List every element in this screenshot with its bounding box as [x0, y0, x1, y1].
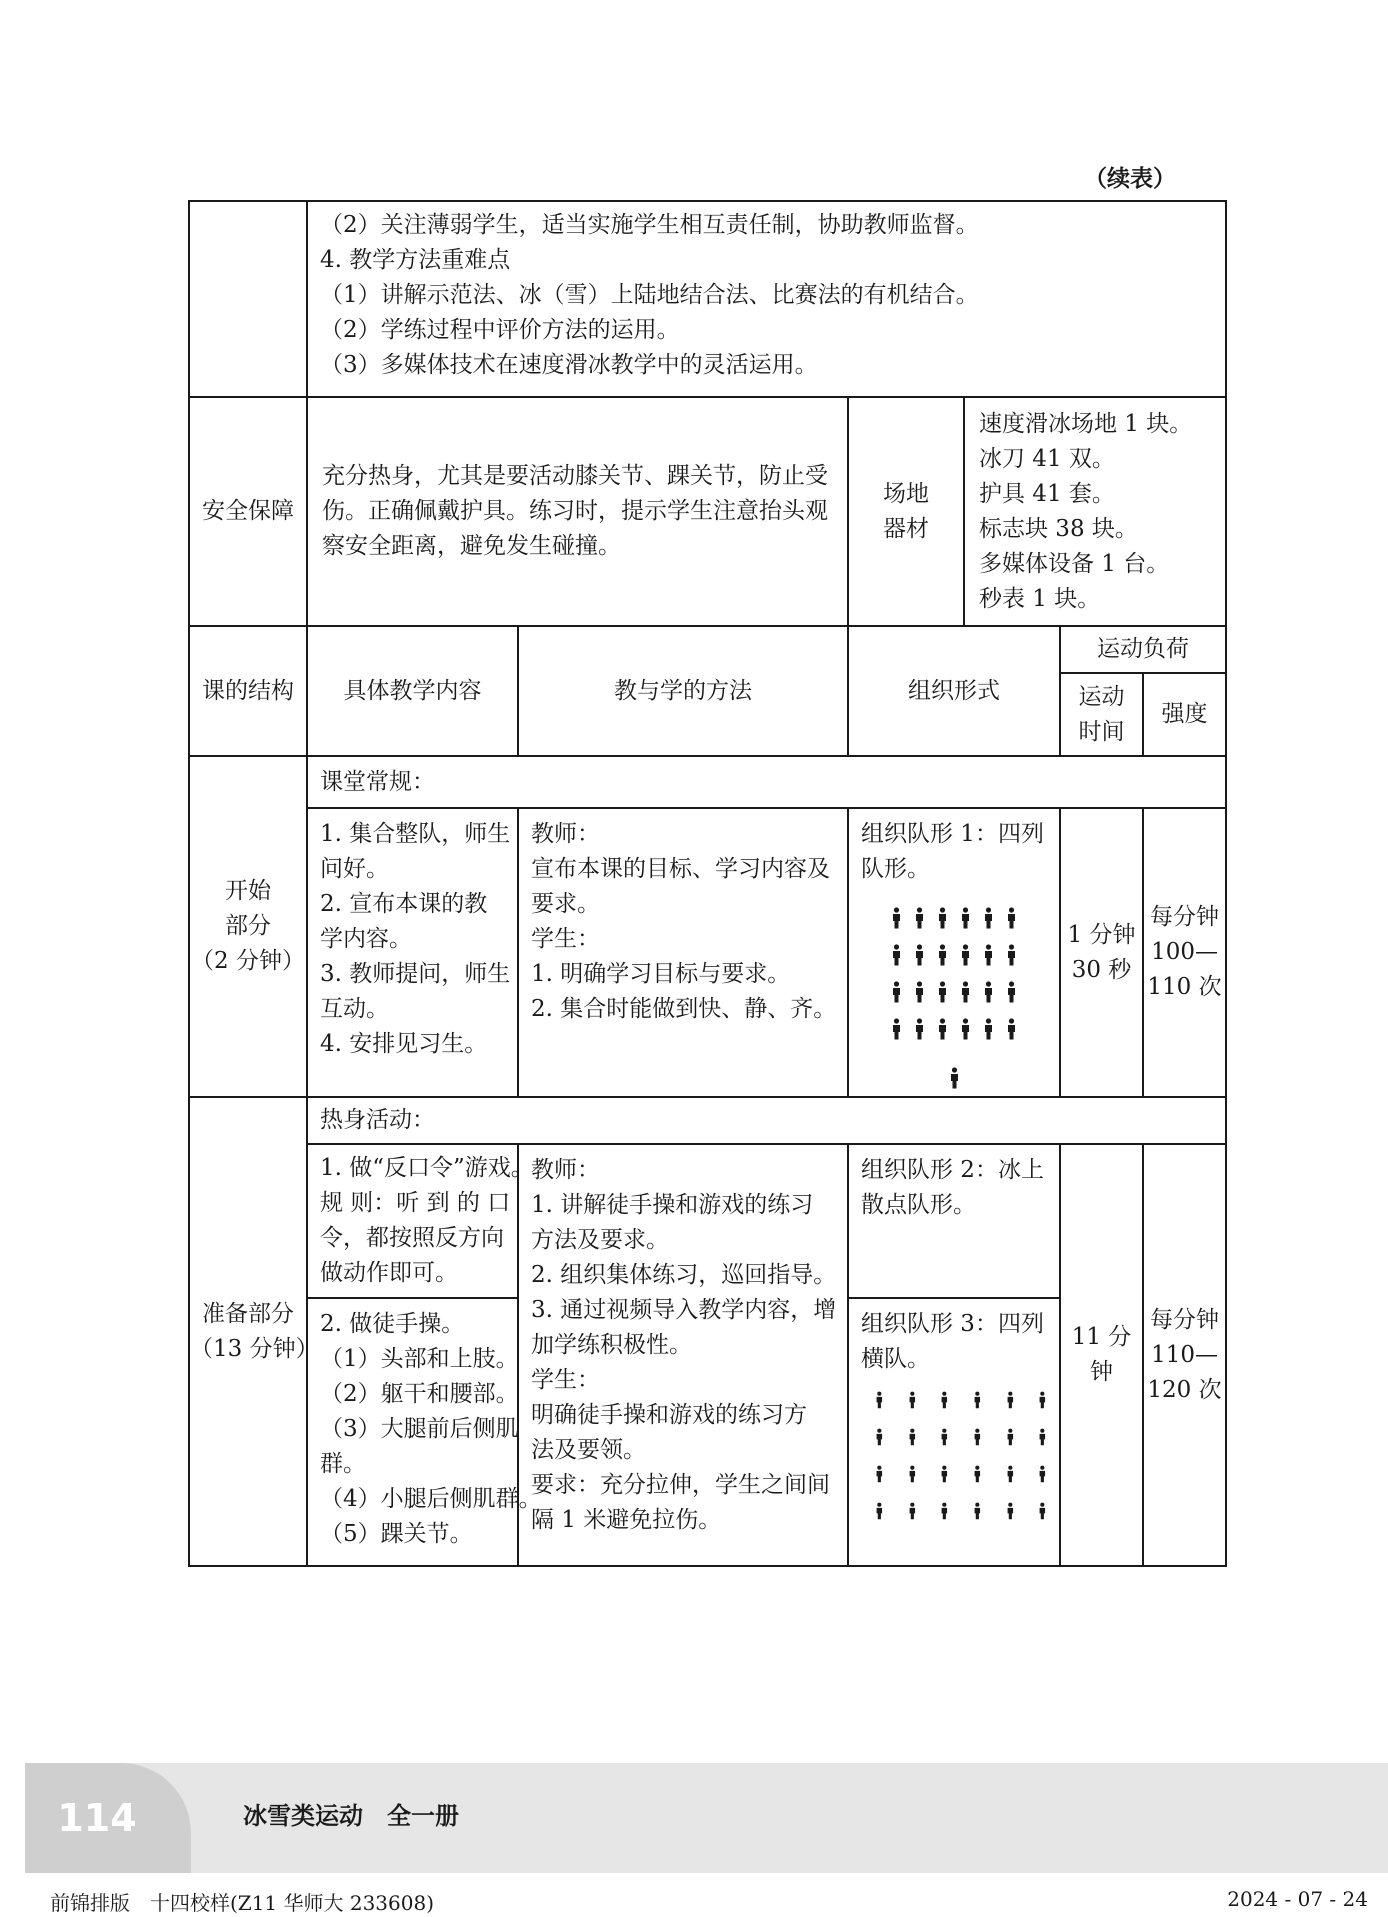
student-icon: [983, 944, 994, 966]
header-structure: 课的结构: [189, 626, 307, 756]
student-icon: [973, 1426, 982, 1448]
start-subheading: 课堂常规：: [307, 756, 1226, 808]
student-icon: [908, 1389, 917, 1411]
start-method-line: 1. 明确学习目标与要求。: [531, 961, 791, 987]
venue-item: 标志块 38 块。: [979, 515, 1138, 542]
start-content-line: 问好。: [320, 856, 389, 882]
student-icon: [940, 1389, 949, 1411]
venue-item: 速度滑冰场地 1 块。: [979, 410, 1193, 437]
student-icon: [960, 1018, 971, 1040]
start-intensity-cell: [1143, 808, 1226, 1097]
student-icon: [1038, 1463, 1047, 1485]
safety-line: 伤。正确佩戴护具。练习时，提示学生注意抬头观: [322, 498, 828, 524]
start-content-line: 4. 安排见习生。: [320, 1031, 488, 1057]
start-content-line: 1. 集合整队，师生: [320, 821, 511, 847]
safety-line: 察安全距离，避免发生碰撞。: [322, 533, 621, 559]
student-icon: [914, 981, 925, 1003]
venue-items-cell: [964, 397, 1226, 626]
header-method: 教与学的方法: [518, 626, 848, 756]
formation-row: [861, 1492, 1047, 1529]
student-icon: [875, 1389, 884, 1411]
prep-method-line: 3. 通过视频导入教学内容，增: [531, 1297, 837, 1323]
venue-label-line: 场地: [883, 480, 929, 507]
student-icon: [1038, 1389, 1047, 1411]
student-icon: [937, 907, 948, 929]
top-block-line: （3）多媒体技术在速度滑冰教学中的灵活运用。: [320, 352, 818, 378]
student-icon: [940, 1500, 949, 1522]
student-icon: [891, 1018, 902, 1040]
venue-item: 秒表 1 块。: [979, 585, 1101, 612]
start-title-line: （2 分钟）: [191, 948, 305, 974]
student-icon: [983, 981, 994, 1003]
student-icon: [960, 944, 971, 966]
four-row-formation-diagram: [861, 1381, 1047, 1529]
prep-org-line: 组织队形 2：冰上: [861, 1157, 1044, 1183]
prep-org-line: 横队。: [861, 1346, 930, 1372]
student-icon: [891, 907, 902, 929]
header-intensity: 强度: [1143, 673, 1226, 756]
header-time-line: 时间: [1078, 718, 1125, 745]
lesson-plan-table: [188, 200, 1227, 1567]
prep-title-line: 准备部分: [202, 1300, 294, 1327]
top-block-line: 4. 教学方法重难点: [320, 247, 511, 273]
start-org-cell: [848, 808, 1060, 1097]
start-method-line: 2. 集合时能做到快、静、齐。: [531, 996, 837, 1022]
prep-org-line: 散点队形。: [861, 1192, 976, 1218]
student-icon: [875, 1426, 884, 1448]
student-icon: [1006, 1389, 1015, 1411]
student-icon: [891, 981, 902, 1003]
top-block-line: （2）关注薄弱学生，适当实施学生相互责任制，协助教师监督。: [320, 212, 979, 238]
prep-content-b-cell: [307, 1298, 542, 1566]
prep-org-a-cell: [848, 1144, 1060, 1298]
venue-item: 护具 41 套。: [979, 480, 1115, 507]
start-intensity-line: 每分钟: [1150, 904, 1220, 930]
student-icon: [973, 1389, 982, 1411]
student-icon: [914, 1018, 925, 1040]
student-icon: [1006, 1018, 1017, 1040]
venue-label-cell: [848, 397, 964, 626]
header-content: 具体教学内容: [307, 626, 518, 756]
prep-intensity-cell: [1143, 1144, 1226, 1566]
student-icon: [937, 981, 948, 1003]
prep-method-line: 教师：: [531, 1157, 600, 1183]
header-load: 运动负荷: [1060, 626, 1226, 673]
student-icon: [1038, 1426, 1047, 1448]
start-content-line: 学内容。: [320, 926, 412, 952]
student-icon: [1006, 1463, 1015, 1485]
student-icon: [908, 1500, 917, 1522]
student-icon: [937, 944, 948, 966]
prep-method-line: 法及要领。: [531, 1437, 646, 1463]
top-block-line: （2）学练过程中评价方法的运用。: [320, 317, 680, 343]
top-block-line: （1）讲解示范法、冰（雪）上陆地结合法、比赛法的有机结合。: [320, 282, 979, 308]
start-intensity-line: 100—: [1151, 939, 1218, 965]
prep-method-line: 加学练积极性。: [531, 1332, 692, 1358]
student-icon: [1038, 1500, 1047, 1522]
page-number: 114: [57, 1796, 137, 1840]
formation-row: [861, 936, 1047, 973]
start-method-line: 教师：: [531, 821, 600, 847]
start-content-line: 互动。: [320, 996, 389, 1022]
four-column-formation-diagram: [861, 899, 1047, 1096]
student-icon: [960, 907, 971, 929]
prep-intensity-line: 每分钟: [1150, 1306, 1220, 1333]
safety-line: 充分热身，尤其是要活动膝关节、踝关节，防止受: [322, 463, 828, 489]
prep-content-line: （2）躯干和腰部。: [320, 1381, 519, 1407]
venue-item: 多媒体设备 1 台。: [979, 550, 1170, 577]
student-icon: [914, 907, 925, 929]
prep-intensity-line: 120 次: [1147, 1376, 1222, 1403]
start-time-line: 1 分钟: [1067, 921, 1136, 948]
prep-content-line: 1. 做“反口令”游戏。: [320, 1155, 534, 1181]
student-icon: [1006, 1500, 1015, 1522]
start-title-line: 部分: [225, 913, 271, 939]
student-icon: [914, 944, 925, 966]
footer-bar: [25, 1763, 1388, 1873]
prep-org-b-cell: [848, 1298, 1060, 1566]
prep-subheading: 热身活动：: [307, 1097, 1226, 1144]
start-content-line: 2. 宣布本课的教: [320, 891, 488, 917]
top-block-cell: [307, 201, 1226, 397]
start-title-cell: [189, 756, 307, 1097]
header-time-line: 运动: [1078, 683, 1125, 710]
prep-content-line: 做动作即可。: [320, 1260, 458, 1286]
student-icon: [908, 1463, 917, 1485]
header-time: [1060, 673, 1143, 756]
student-icon: [875, 1463, 884, 1485]
safety-label: 安全保障: [189, 397, 307, 626]
student-icon: [1006, 944, 1017, 966]
start-content-cell: [307, 808, 518, 1097]
header-org: 组织形式: [848, 626, 1060, 756]
student-icon: [891, 944, 902, 966]
start-intensity-line: 110 次: [1147, 974, 1222, 1000]
print-meta-date: 2024 - 07 - 24: [1227, 1887, 1368, 1911]
formation-row: [861, 1455, 1047, 1492]
continued-label: （续表）: [1084, 166, 1176, 192]
prep-content-line: （5）踝关节。: [320, 1521, 473, 1547]
prep-title-cell: [189, 1097, 319, 1566]
prep-content-line: 规 则：听 到 的 口: [320, 1190, 511, 1216]
start-title-line: 开始: [225, 878, 271, 904]
prep-title-line: （13 分钟）: [190, 1335, 319, 1362]
prep-method-line: 方法及要求。: [531, 1227, 669, 1253]
formation-row: [861, 973, 1047, 1010]
start-content-line: 3. 教师提问，师生: [320, 961, 511, 987]
formation-row: [861, 1381, 1047, 1418]
student-icon: [1006, 907, 1017, 929]
student-icon: [973, 1500, 982, 1522]
student-icon: [960, 981, 971, 1003]
formation-row: [861, 1010, 1047, 1047]
formation-row: [861, 1418, 1047, 1455]
student-icon: [875, 1500, 884, 1522]
student-icon: [973, 1463, 982, 1485]
prep-method-line: 明确徒手操和游戏的练习方: [531, 1402, 807, 1428]
student-icon: [983, 907, 994, 929]
student-icon: [940, 1426, 949, 1448]
prep-method-line: 要求：充分拉伸，学生之间间: [531, 1472, 830, 1498]
student-icon: [1006, 981, 1017, 1003]
prep-intensity-line: 110—: [1151, 1341, 1218, 1368]
venue-label-line: 器材: [883, 515, 929, 542]
safety-text-cell: [307, 397, 848, 626]
prep-time-cell: 11 分钟: [1060, 1144, 1143, 1566]
start-time-cell: [1060, 808, 1143, 1097]
prep-content-line: （1）头部和上肢。: [320, 1346, 519, 1372]
student-icon: [940, 1463, 949, 1485]
prep-content-line: 2. 做徒手操。: [320, 1311, 465, 1337]
prep-method-line: 2. 组织集体练习，巡回指导。: [531, 1262, 837, 1288]
formation-teacher-row: [861, 1059, 1047, 1096]
top-block-blank-cell: [189, 201, 307, 397]
student-icon: [1006, 1426, 1015, 1448]
student-icon: [908, 1426, 917, 1448]
start-method-line: 要求。: [531, 891, 600, 917]
prep-method-cell: [518, 1144, 848, 1566]
teacher-icon: [949, 1067, 960, 1089]
start-time-line: 30 秒: [1071, 956, 1132, 983]
venue-item: 冰刀 41 双。: [979, 445, 1115, 472]
prep-org-line: 组织队形 3：四列: [861, 1311, 1044, 1337]
prep-method-line: 学生：: [531, 1367, 600, 1393]
prep-content-line: 令，都按照反方向: [320, 1225, 504, 1251]
book-title: 冰雪类运动 全一册: [243, 1802, 459, 1830]
student-icon: [983, 1018, 994, 1040]
student-icon: [937, 1018, 948, 1040]
prep-content-line: 群。: [320, 1451, 366, 1477]
start-method-line: 学生：: [531, 926, 600, 952]
prep-method-line: 隔 1 米避免拉伤。: [531, 1507, 722, 1533]
prep-content-line: （4）小腿后侧肌群。: [320, 1486, 542, 1512]
start-method-line: 宣布本课的目标、学习内容及: [531, 856, 830, 882]
start-org-line: 队形。: [861, 856, 930, 882]
print-meta-left: 前锦排版 十四校样(Z11 华师大 233608): [50, 1891, 435, 1915]
prep-method-line: 1. 讲解徒手操和游戏的练习: [531, 1192, 814, 1218]
start-method-cell: [518, 808, 848, 1097]
start-org-line: 组织队形 1：四列: [861, 821, 1044, 847]
prep-content-a-cell: [307, 1144, 534, 1298]
formation-row: [861, 899, 1047, 936]
prep-content-line: （3）大腿前后侧肌: [320, 1416, 519, 1442]
